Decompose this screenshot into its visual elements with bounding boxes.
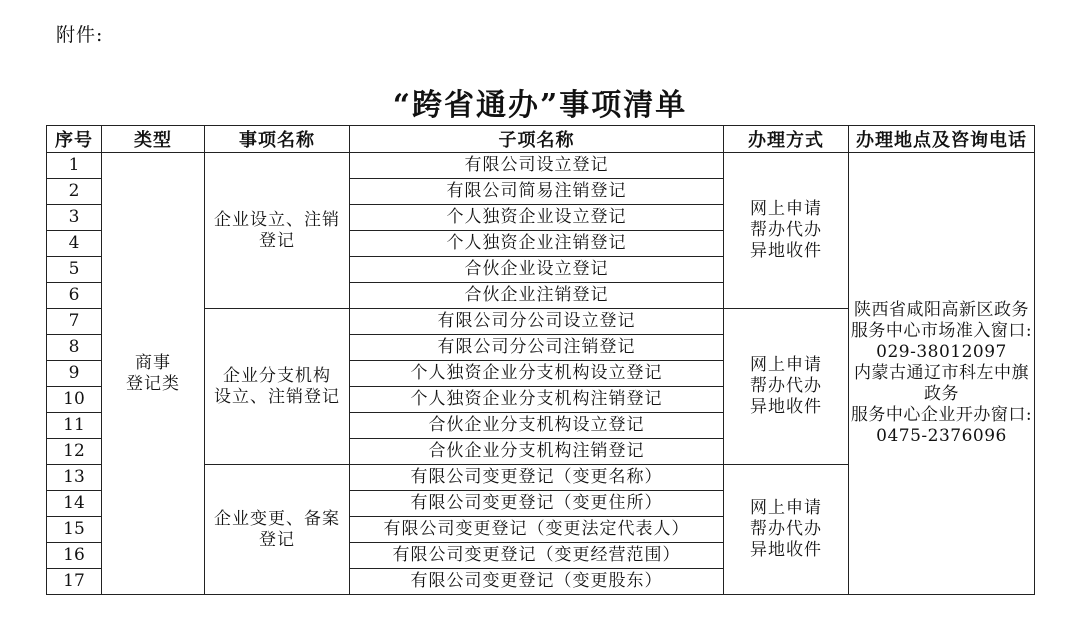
method-line: 帮办代办 <box>750 519 822 539</box>
method-line: 网上申请 <box>750 498 822 518</box>
column-header-type: 类型 <box>102 126 205 153</box>
seq-cell: 8 <box>47 335 102 361</box>
item-name-line: 企业变更、备案 <box>214 508 340 529</box>
contact-line: 服务中心企业开办窗口: <box>850 405 1033 425</box>
sub-item-cell: 有限公司分公司注销登记 <box>350 335 724 361</box>
matters-table <box>46 125 1035 595</box>
seq-cell: 9 <box>47 361 102 387</box>
item-name-cell <box>205 465 350 595</box>
sub-item-cell: 有限公司变更登记（变更经营范围） <box>350 543 724 569</box>
sub-item-cell: 个人独资企业注销登记 <box>350 231 724 257</box>
sub-item-cell: 合伙企业设立登记 <box>350 257 724 283</box>
method-cell <box>724 465 849 595</box>
contact-line: 服务中心市场准入窗口: <box>850 321 1033 341</box>
method-line: 帮办代办 <box>750 376 822 396</box>
column-header-item-name: 事项名称 <box>205 126 350 153</box>
method-cell <box>724 153 849 309</box>
seq-cell: 5 <box>47 257 102 283</box>
seq-cell: 2 <box>47 179 102 205</box>
item-name-line: 登记 <box>259 529 295 550</box>
sub-item-cell: 合伙企业注销登记 <box>350 283 724 309</box>
seq-cell: 4 <box>47 231 102 257</box>
sub-item-cell: 个人独资企业分支机构设立登记 <box>350 361 724 387</box>
seq-cell: 1 <box>47 153 102 179</box>
contact-phone: 0475-2376096 <box>876 426 1007 446</box>
method-line: 网上申请 <box>750 199 822 219</box>
seq-cell: 17 <box>47 569 102 595</box>
seq-cell: 6 <box>47 283 102 309</box>
sub-item-cell: 合伙企业分支机构设立登记 <box>350 413 724 439</box>
sub-item-cell: 有限公司设立登记 <box>350 153 724 179</box>
contact-line: 陕西省咸阳高新区政务 <box>854 300 1029 320</box>
contact-cell <box>849 153 1035 595</box>
table-header-row <box>47 126 1035 153</box>
item-name-line: 企业设立、注销 <box>214 209 340 230</box>
method-line: 帮办代办 <box>750 220 822 240</box>
column-header-sub-item-name: 子项名称 <box>350 126 724 153</box>
seq-cell: 14 <box>47 491 102 517</box>
contact-phone: 029-38012097 <box>876 342 1007 362</box>
method-line: 网上申请 <box>750 355 822 375</box>
method-line: 异地收件 <box>750 397 822 417</box>
sub-item-cell: 有限公司分公司设立登记 <box>350 309 724 335</box>
seq-cell: 10 <box>47 387 102 413</box>
seq-cell: 15 <box>47 517 102 543</box>
column-header-location-phone: 办理地点及咨询电话 <box>849 126 1035 153</box>
item-name-cell <box>205 153 350 309</box>
sub-item-cell: 有限公司简易注销登记 <box>350 179 724 205</box>
sub-item-cell: 个人独资企业分支机构注销登记 <box>350 387 724 413</box>
attachment-label: 附件: <box>56 24 104 46</box>
method-line: 异地收件 <box>750 241 822 261</box>
sub-item-cell: 个人独资企业设立登记 <box>350 205 724 231</box>
seq-cell: 7 <box>47 309 102 335</box>
table-row <box>47 153 1035 179</box>
method-line: 异地收件 <box>750 540 822 560</box>
item-name-line: 设立、注销登记 <box>214 386 340 407</box>
sub-item-cell: 有限公司变更登记（变更名称） <box>350 465 724 491</box>
category-line: 商事 <box>135 352 171 373</box>
column-header-seq: 序号 <box>47 126 102 153</box>
seq-cell: 13 <box>47 465 102 491</box>
contact-line: 内蒙古通辽市科左中旗政务 <box>854 363 1029 404</box>
sub-item-cell: 有限公司变更登记（变更股东） <box>350 569 724 595</box>
seq-cell: 3 <box>47 205 102 231</box>
seq-cell: 11 <box>47 413 102 439</box>
item-name-cell <box>205 309 350 465</box>
category-cell <box>102 153 205 595</box>
seq-cell: 12 <box>47 439 102 465</box>
sub-item-cell: 有限公司变更登记（变更住所） <box>350 491 724 517</box>
item-name-line: 登记 <box>259 230 295 251</box>
category-line: 登记类 <box>126 373 180 394</box>
method-cell <box>724 309 849 465</box>
sub-item-cell: 有限公司变更登记（变更法定代表人） <box>350 517 724 543</box>
item-name-line: 企业分支机构 <box>223 365 331 386</box>
seq-cell: 16 <box>47 543 102 569</box>
document-title: “跨省通办”事项清单 <box>392 88 688 123</box>
column-header-method: 办理方式 <box>724 126 849 153</box>
sub-item-cell: 合伙企业分支机构注销登记 <box>350 439 724 465</box>
